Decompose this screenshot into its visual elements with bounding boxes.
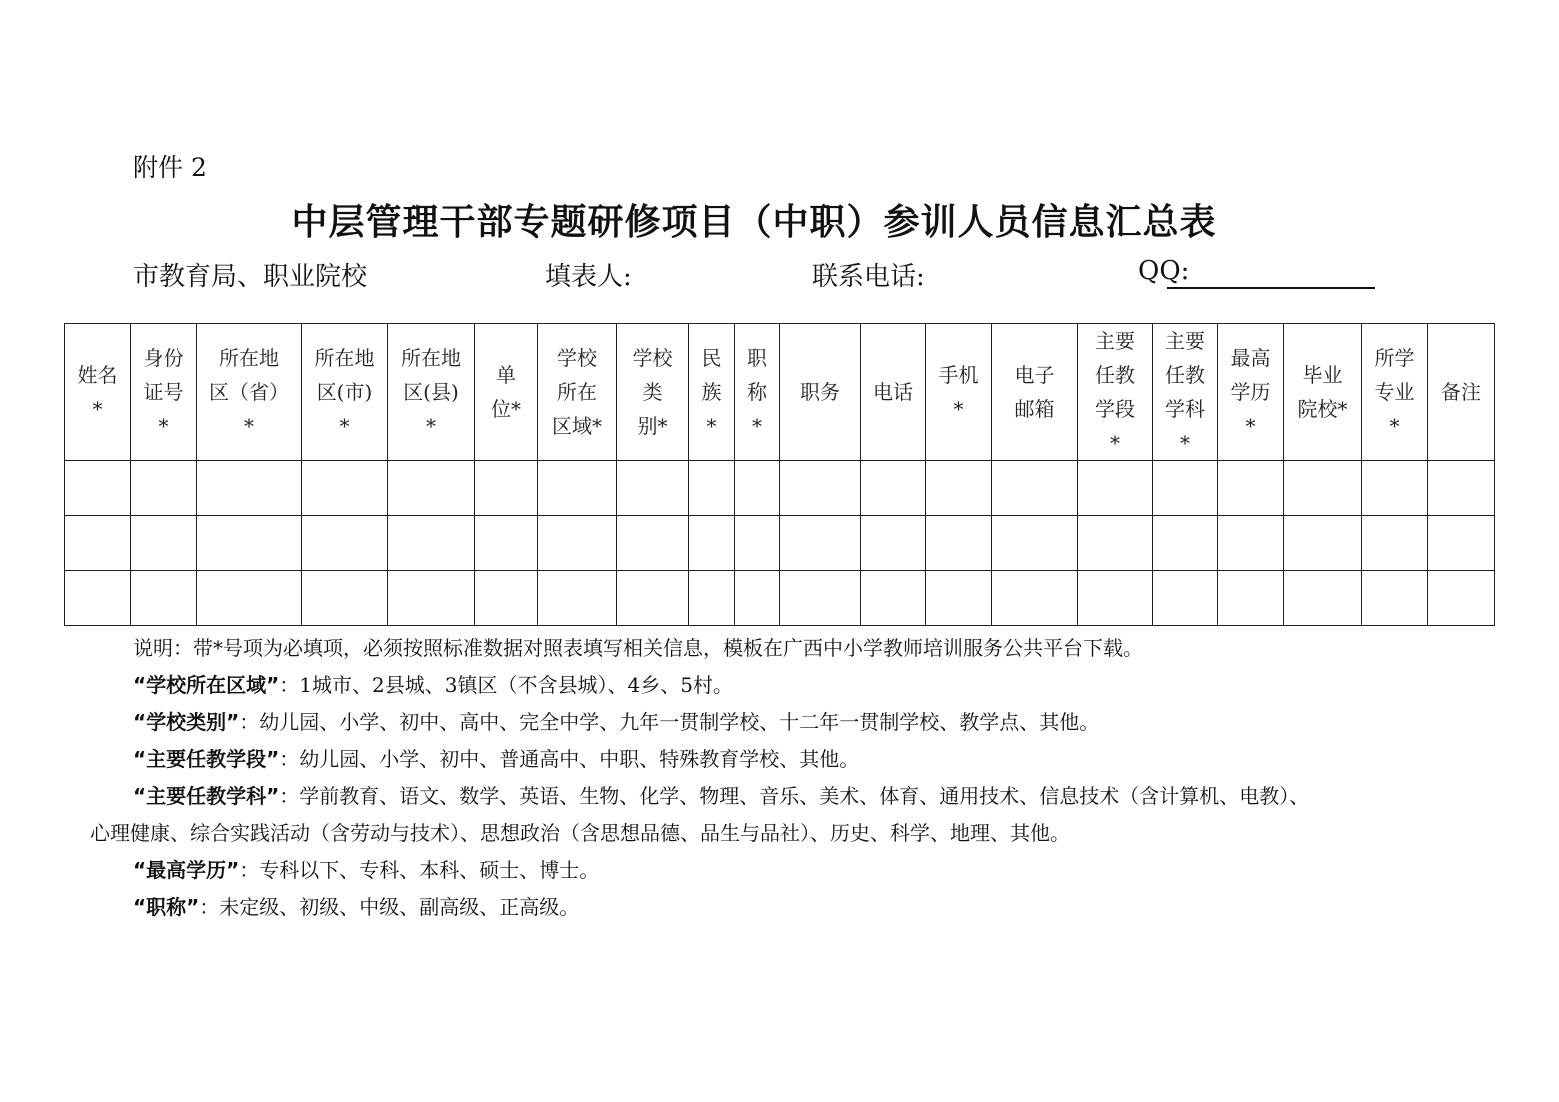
table-cell[interactable] [131, 461, 197, 516]
header-cell: 单 位* [475, 324, 538, 461]
table-cell[interactable] [131, 571, 197, 626]
header-cell: 所在地 区（省） * [197, 324, 302, 461]
table-cell[interactable] [197, 571, 302, 626]
header-cell: 学校 所在 区域* [538, 324, 617, 461]
table-cell[interactable] [388, 516, 475, 571]
table-cell[interactable] [689, 461, 735, 516]
header-cell: 身份 证号 * [131, 324, 197, 461]
note-teaching-stage: “主要任教学段”：幼儿园、小学、初中、普通高中、中职、特殊教育学校、其他。 [133, 747, 860, 771]
header-cell: 主要 任教 学科 * [1153, 324, 1218, 461]
header-cell: 主要 任教 学段 * [1078, 324, 1153, 461]
table-cell[interactable] [475, 461, 538, 516]
table-cell[interactable] [1153, 461, 1218, 516]
header-cell: 所在地 区(市) * [302, 324, 388, 461]
qq-underline [1167, 287, 1375, 289]
table-cell[interactable] [992, 571, 1078, 626]
header-cell: 学校 类 别* [617, 324, 689, 461]
table-row [65, 461, 1495, 516]
note-school-type: “学校类别”：幼儿园、小学、初中、高中、完全中学、九年一贯制学校、十二年一贯制学校、教学点、其他。 [133, 710, 1100, 734]
table-cell[interactable] [992, 461, 1078, 516]
table-cell[interactable] [1153, 516, 1218, 571]
table-cell[interactable] [1153, 571, 1218, 626]
table-cell[interactable] [1284, 461, 1362, 516]
table-cell[interactable] [735, 571, 780, 626]
header-cell: 职务 [780, 324, 861, 461]
header-cell: 手机 * [926, 324, 992, 461]
table-cell[interactable] [388, 461, 475, 516]
note-teaching-subject-cont: 心理健康、综合实践活动（含劳动与技术）、思想政治（含思想品德、品生与品社）、历史、科学、地理、其他。 [90, 821, 1070, 845]
table-cell[interactable] [780, 571, 861, 626]
table-row [65, 516, 1495, 571]
table-cell[interactable] [689, 516, 735, 571]
note-teaching-subject: “主要任教学科”：学前教育、语文、数学、英语、生物、化学、物理、音乐、美术、体育、通用技术、信息技术（含计算机、电教）、 [133, 784, 1310, 808]
filler-label: 填表人: [545, 262, 632, 292]
header-cell: 毕业 院校* [1284, 324, 1362, 461]
table-cell[interactable] [475, 571, 538, 626]
notes-intro: 说明：带*号项为必填项，必须按照标准数据对照表填写相关信息，模板在广西中小学教师培训服务公共平台下载。 [133, 636, 1143, 660]
table-cell[interactable] [861, 516, 926, 571]
table-cell[interactable] [861, 461, 926, 516]
table-cell[interactable] [1284, 516, 1362, 571]
header-cell: 职 称 * [735, 324, 780, 461]
table-cell[interactable] [302, 571, 388, 626]
table-cell[interactable] [131, 516, 197, 571]
table-cell[interactable] [1284, 571, 1362, 626]
table-cell[interactable] [1078, 571, 1153, 626]
header-cell: 姓名 * [65, 324, 131, 461]
table-cell[interactable] [926, 571, 992, 626]
table-cell[interactable] [302, 516, 388, 571]
table-cell[interactable] [1362, 516, 1428, 571]
table-cell[interactable] [735, 461, 780, 516]
table-cell[interactable] [992, 516, 1078, 571]
table-cell[interactable] [388, 571, 475, 626]
header-cell: 民 族 * [689, 324, 735, 461]
table-cell[interactable] [780, 516, 861, 571]
phone-label: 联系电话: [812, 262, 925, 292]
header-cell: 备注 [1428, 324, 1495, 461]
note-region: “学校所在区域”：1城市、2县城、3镇区（不含县城）、4乡、5村。 [133, 673, 733, 697]
table-cell[interactable] [617, 461, 689, 516]
header-cell: 所在地 区(县) * [388, 324, 475, 461]
table-cell[interactable] [735, 516, 780, 571]
org-label: 市教育局、职业院校 [133, 262, 368, 292]
table-cell[interactable] [538, 516, 617, 571]
table-cell[interactable] [475, 516, 538, 571]
header-cell: 电子 邮箱 [992, 324, 1078, 461]
note-education: “最高学历”：专科以下、专科、本科、硕士、博士。 [133, 858, 600, 882]
info-table [64, 323, 1495, 626]
header-cell: 所学 专业 * [1362, 324, 1428, 461]
table-cell[interactable] [1362, 571, 1428, 626]
table-cell[interactable] [1218, 571, 1284, 626]
table-row [65, 571, 1495, 626]
table-cell[interactable] [197, 516, 302, 571]
table-cell[interactable] [65, 571, 131, 626]
table-cell[interactable] [1362, 461, 1428, 516]
table-cell[interactable] [926, 516, 992, 571]
table-header-row [65, 324, 1495, 461]
header-cell: 电话 [861, 324, 926, 461]
table-cell[interactable] [1428, 461, 1495, 516]
qq-label: QQ: [1138, 256, 1190, 286]
table-cell[interactable] [65, 461, 131, 516]
table-cell[interactable] [780, 461, 861, 516]
table-cell[interactable] [926, 461, 992, 516]
table-cell[interactable] [197, 461, 302, 516]
table-cell[interactable] [538, 571, 617, 626]
table-cell[interactable] [1218, 516, 1284, 571]
table-cell[interactable] [65, 516, 131, 571]
table-cell[interactable] [1218, 461, 1284, 516]
table-cell[interactable] [1078, 461, 1153, 516]
table-cell[interactable] [1078, 516, 1153, 571]
table-cell[interactable] [617, 516, 689, 571]
note-professional-title: “职称”：未定级、初级、中级、副高级、正高级。 [133, 895, 580, 919]
notes-section [90, 630, 1510, 926]
table-cell[interactable] [617, 571, 689, 626]
table-cell[interactable] [302, 461, 388, 516]
table-cell[interactable] [538, 461, 617, 516]
header-cell: 最高 学历 * [1218, 324, 1284, 461]
attachment-label: 附件 2 [133, 153, 207, 182]
page-title: 中层管理干部专题研修项目（中职）参训人员信息汇总表 [291, 202, 1217, 243]
table-cell[interactable] [689, 571, 735, 626]
table-cell[interactable] [1428, 571, 1495, 626]
table-cell[interactable] [861, 571, 926, 626]
table-cell[interactable] [1428, 516, 1495, 571]
